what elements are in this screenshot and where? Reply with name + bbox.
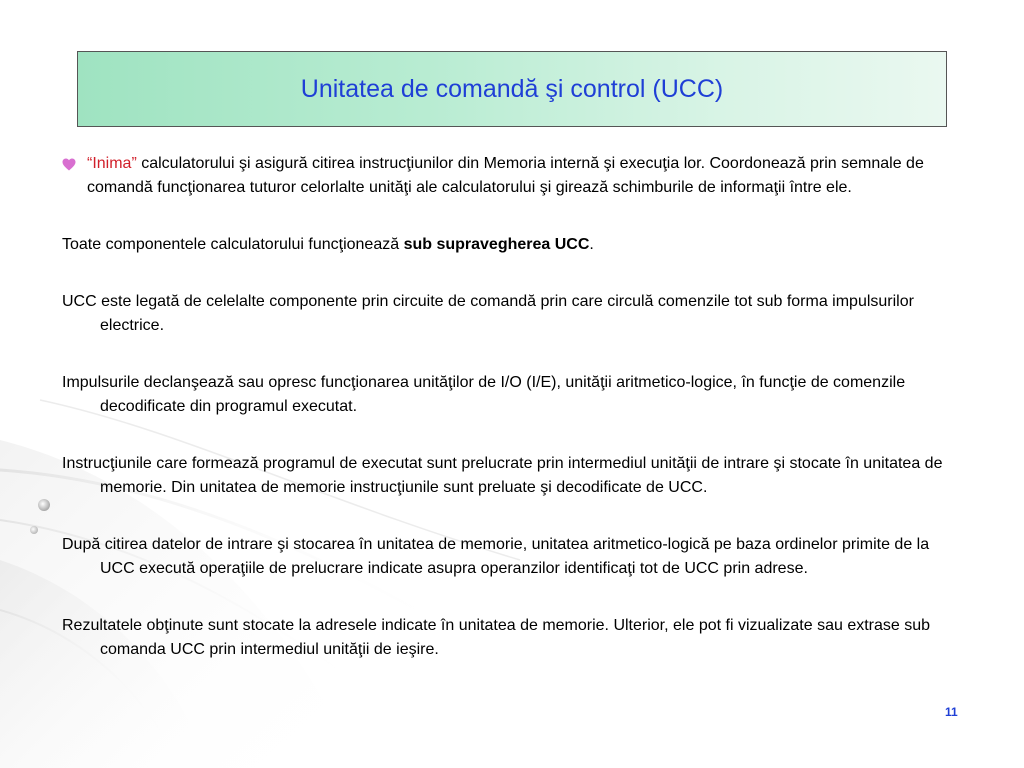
paragraph-6	[62, 533, 967, 581]
slide-title-box	[77, 51, 947, 127]
paragraph-5-text: Instrucţiunile care formează programul de executat sunt prelucrate prin intermediul unităţii de intrare şi stocate în unitatea de memorie. Din unitatea de memorie instrucţiunile sunt preluate şi decodificate de UCC.	[62, 455, 943, 496]
slide-body	[62, 152, 967, 662]
paragraph-3-text: UCC este legată de celelalte componente prin circuite de comandă prin care circulă comenzile tot sub forma impulsurilor electrice.	[62, 293, 914, 334]
paragraph-2-text: Toate componentele calculatorului funcţionează	[62, 236, 404, 253]
paragraph-3	[62, 290, 967, 338]
paragraph-1-text: calculatorului şi asigură citirea instrucţiunilor din Memoria internă şi execuţia lor. Coordonează prin semnale de comandă funcţionarea tuturor celorlalte unităţi ale calculatorului şi girează schimburile de informaţii între ele.	[87, 155, 924, 196]
paragraph-5	[62, 452, 967, 500]
paragraph-1	[62, 152, 967, 200]
paragraph-4-text: Impulsurile declanşează sau opresc funcţionarea unităţilor de I/O (I/E), unităţii aritmetico-logice, în funcţie de comenzile decodificate din programul executat.	[62, 374, 906, 415]
paragraph-2	[62, 233, 967, 257]
paragraph-2-bold: sub supravegherea UCC	[403, 236, 590, 253]
slide-title: Unitatea de comandă şi control (UCC)	[300, 74, 724, 103]
heart-icon	[62, 152, 80, 176]
paragraph-4	[62, 371, 967, 419]
paragraph-6-text: După citirea datelor de intrare şi stocarea în unitatea de memorie, unitatea aritmetico-logică pe baza ordinelor primite de la UCC execută operaţiile de prelucrare indicate asupra operanzilor identificaţi tot de UCC prin adrese.	[62, 536, 930, 577]
page-number: 11	[945, 705, 958, 719]
inima-highlight: “Inima”	[87, 155, 137, 172]
paragraph-7	[62, 614, 960, 662]
paragraph-7-text: Rezultatele obţinute sunt stocate la adresele indicate în unitatea de memorie. Ulterior, ele pot fi vizualizate sau extrase sub comanda UCC prin intermediul unităţii de ieşire.	[62, 617, 931, 658]
paragraph-2-end: .	[589, 236, 594, 253]
